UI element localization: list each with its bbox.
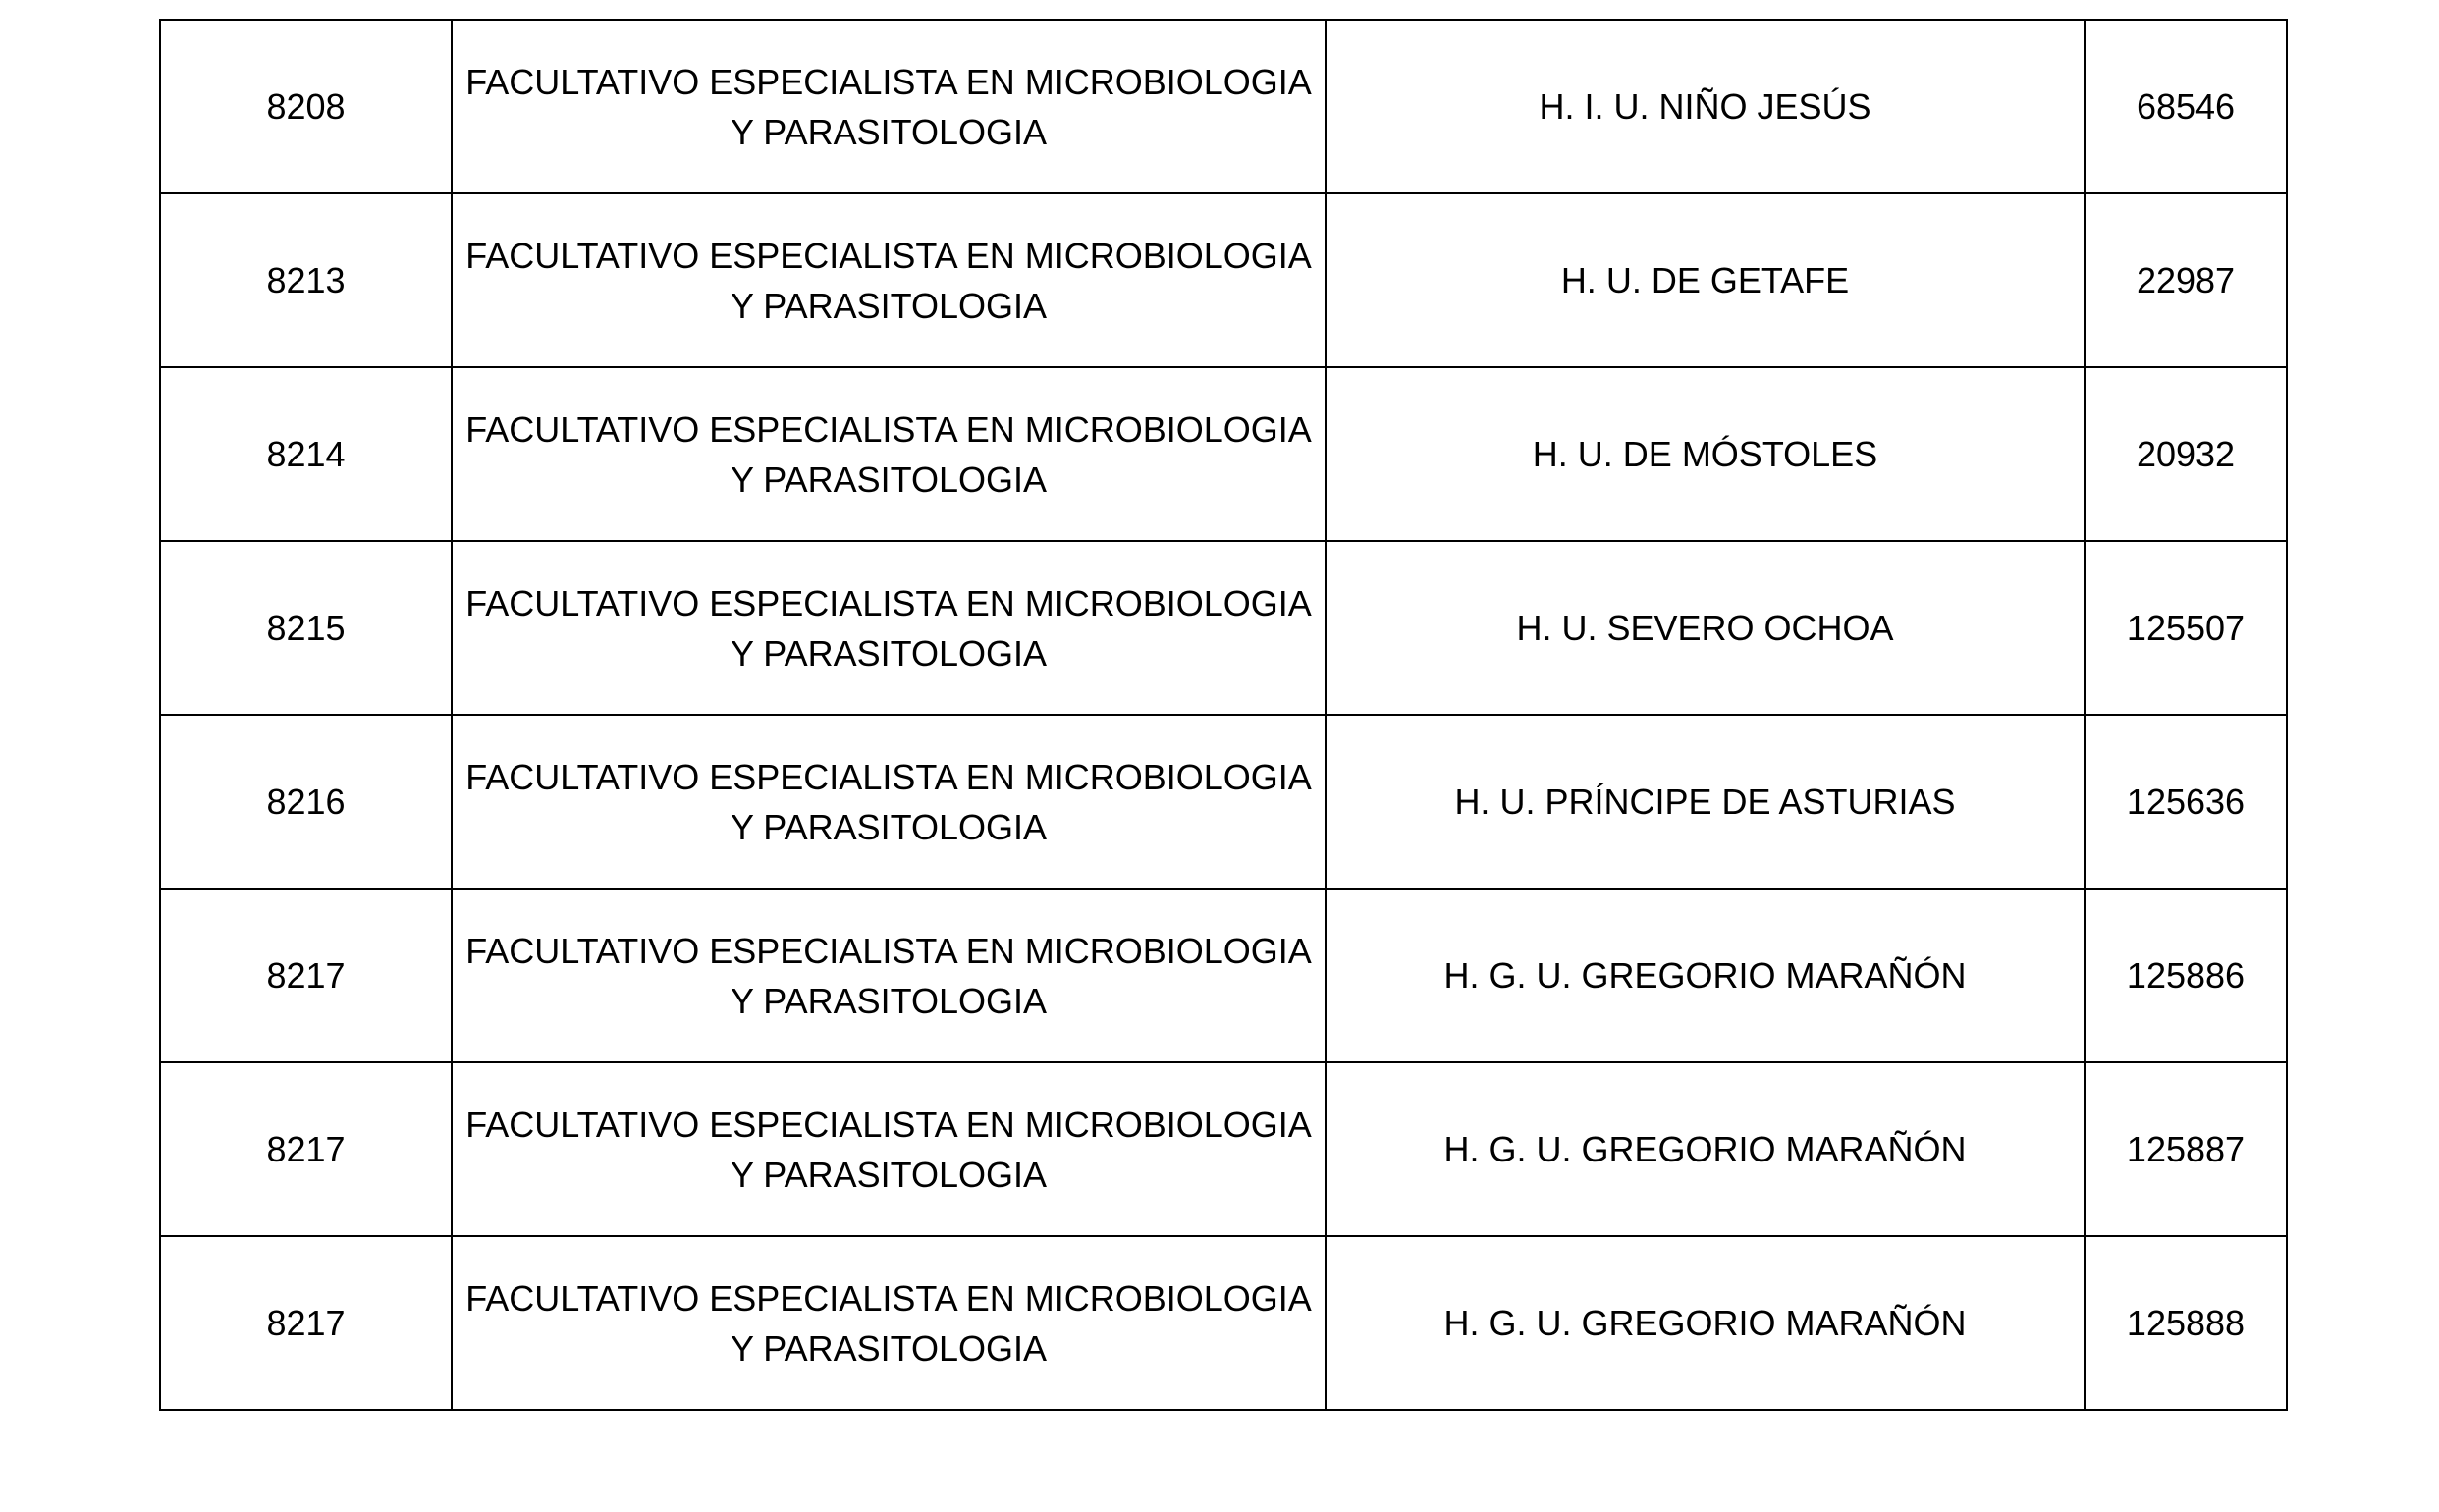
positions-table [159, 19, 2288, 1411]
table-row [160, 541, 2287, 715]
table-body [160, 20, 2287, 1410]
place-number-cell: 125886 [2085, 889, 2287, 1062]
category-cell: FACULTATIVO ESPECIALISTA EN MICROBIOLOGIA Y PARASITOLOGIA [452, 889, 1326, 1062]
place-number-cell: 125887 [2085, 1062, 2287, 1236]
table-row [160, 889, 2287, 1062]
place-number-cell: 125888 [2085, 1236, 2287, 1410]
place-number-cell: 68546 [2085, 20, 2287, 193]
category-cell: FACULTATIVO ESPECIALISTA EN MICROBIOLOGIA Y PARASITOLOGIA [452, 20, 1326, 193]
place-number-cell: 125507 [2085, 541, 2287, 715]
code-cell: 8213 [160, 193, 452, 367]
place-number-cell: 20932 [2085, 367, 2287, 541]
place-number-cell: 125636 [2085, 715, 2287, 889]
category-cell: FACULTATIVO ESPECIALISTA EN MICROBIOLOGIA Y PARASITOLOGIA [452, 715, 1326, 889]
center-cell: H. G. U. GREGORIO MARAÑÓN [1326, 1062, 2085, 1236]
category-cell: FACULTATIVO ESPECIALISTA EN MICROBIOLOGIA Y PARASITOLOGIA [452, 193, 1326, 367]
table-row [160, 1236, 2287, 1410]
category-cell: FACULTATIVO ESPECIALISTA EN MICROBIOLOGIA Y PARASITOLOGIA [452, 541, 1326, 715]
table-row [160, 367, 2287, 541]
place-number-cell: 22987 [2085, 193, 2287, 367]
center-cell: H. U. PRÍNCIPE DE ASTURIAS [1326, 715, 2085, 889]
category-cell: FACULTATIVO ESPECIALISTA EN MICROBIOLOGIA Y PARASITOLOGIA [452, 367, 1326, 541]
center-cell: H. G. U. GREGORIO MARAÑÓN [1326, 1236, 2085, 1410]
center-cell: H. U. DE MÓSTOLES [1326, 367, 2085, 541]
code-cell: 8217 [160, 1062, 452, 1236]
category-cell: FACULTATIVO ESPECIALISTA EN MICROBIOLOGIA Y PARASITOLOGIA [452, 1236, 1326, 1410]
code-cell: 8217 [160, 1236, 452, 1410]
code-cell: 8216 [160, 715, 452, 889]
category-cell: FACULTATIVO ESPECIALISTA EN MICROBIOLOGIA Y PARASITOLOGIA [452, 1062, 1326, 1236]
code-cell: 8215 [160, 541, 452, 715]
table-row [160, 193, 2287, 367]
center-cell: H. U. DE GETAFE [1326, 193, 2085, 367]
code-cell: 8214 [160, 367, 452, 541]
center-cell: H. U. SEVERO OCHOA [1326, 541, 2085, 715]
table-row [160, 1062, 2287, 1236]
center-cell: H. G. U. GREGORIO MARAÑÓN [1326, 889, 2085, 1062]
code-cell: 8208 [160, 20, 452, 193]
table-row [160, 20, 2287, 193]
table-row [160, 715, 2287, 889]
code-cell: 8217 [160, 889, 452, 1062]
center-cell: H. I. U. NIÑO JESÚS [1326, 20, 2085, 193]
